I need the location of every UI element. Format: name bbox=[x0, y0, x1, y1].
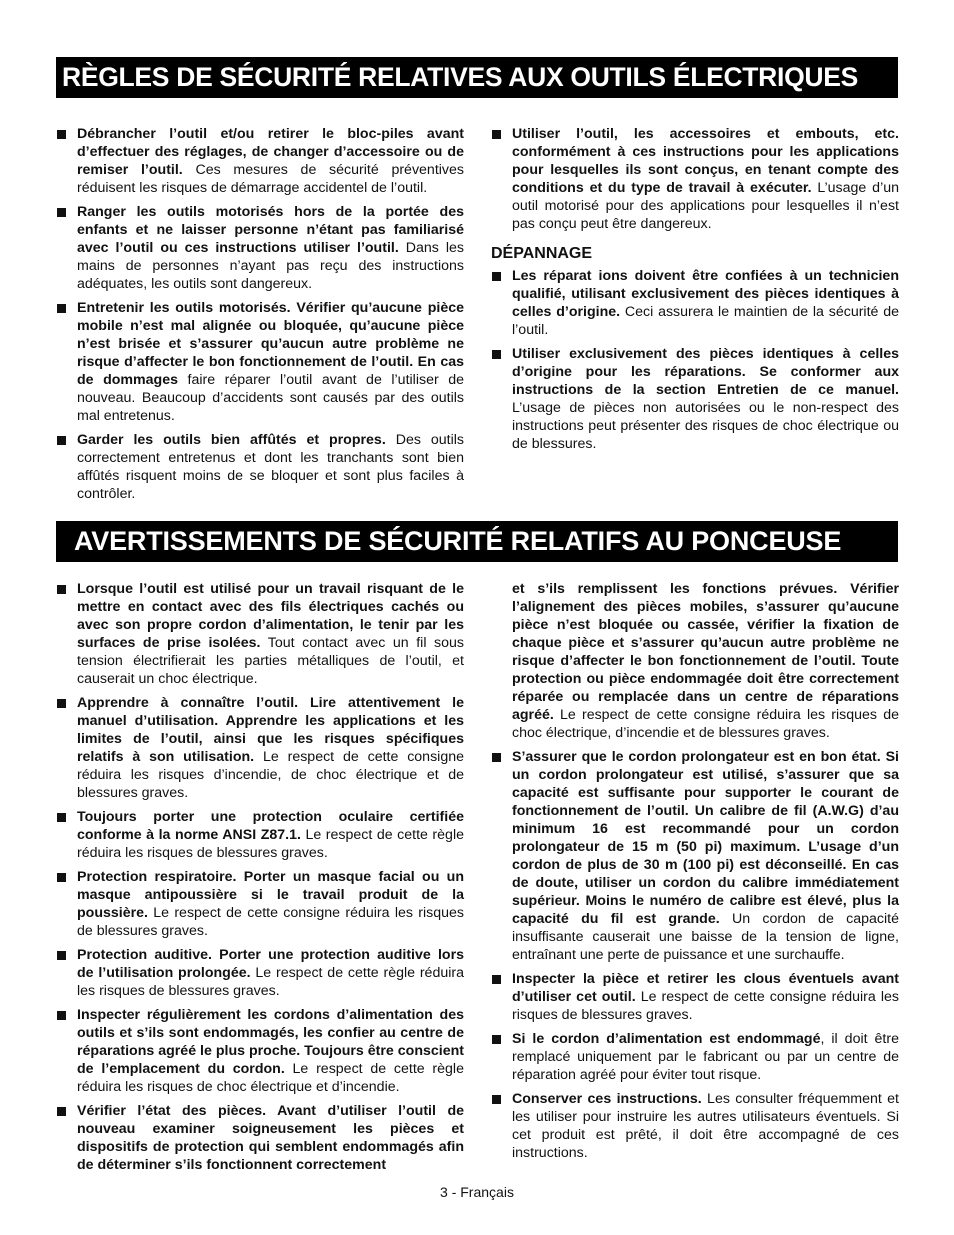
square-bullet-icon bbox=[492, 272, 501, 281]
item-bold: S’assurer que le cordon prolongateur est en bon état. Si un cordon prolongateur est utilisé, s’assurer que sa capacité est suffisante pour supporter le courant de fonctionnement de l’outil. Un calibre de fil (A.W.G) d’au minimum 16 est recommandé pour un cordon prolongateur de 15 m (50 pi) maximum. L’usage d’un cordon de plus de 30 m (100 pi) est déconseillé. En cas de doute, utiliser un cordon du calibre immédiatement supérieur. Moins le numéro de calibre est élevé, plus la capacité du fil est grande. bbox=[512, 749, 899, 927]
section1-left-column bbox=[56, 125, 464, 509]
item-bold: Lorsque l’outil est utilisé pour un travail risquant de le mettre en contact avec des fils électriques cachés ou avec son propre cordon d’alimentation, le tenir par les surfaces de prise isolées. bbox=[77, 581, 464, 651]
item-text: L’usage de pièces non autorisées ou le non-respect des instructions peut présenter des risques de choc électrique ou de blessures. bbox=[512, 400, 899, 452]
item-bold: Ranger les outils motorisés hors de la portée des enfants et ne laisser personne n’étant pas familiarisé avec l’outil ou ces instructions utiliser l’outil. bbox=[77, 204, 464, 256]
list-item bbox=[56, 431, 464, 503]
list-item bbox=[56, 299, 464, 425]
item-bold: Garder les outils bien affûtés et propres. bbox=[77, 432, 386, 448]
square-bullet-icon bbox=[492, 753, 501, 762]
list-item bbox=[56, 694, 464, 802]
list-item bbox=[491, 267, 899, 339]
item-bold: Toujours porter une protection oculaire certifiée conforme à la norme ANSI Z87.1. bbox=[77, 809, 464, 843]
item-bold: Inspecter régulièrement les cordons d’alimentation des outils et s’ils sont endommagés, les confier au centre de réparations agréé le plus proche. Toujours être conscient de l’emplacement du cordon. bbox=[77, 1007, 464, 1077]
item-bold: Conserver ces instructions. bbox=[512, 1091, 702, 1107]
square-bullet-icon bbox=[57, 873, 66, 882]
list-item bbox=[491, 748, 899, 964]
item-text: Le respect de cette consigne réduira les risques de choc électrique, d’incendie et de blessures graves. bbox=[512, 707, 899, 741]
list-item bbox=[56, 1102, 464, 1174]
list-item-continuation bbox=[491, 580, 899, 742]
item-text: Tout contact avec un fil sous tension électrifierait les parties métalliques de l’outil, et causerait un choc électrique. bbox=[77, 635, 464, 687]
square-bullet-icon bbox=[57, 208, 66, 217]
item-bold: Protection respiratoire. Porter un masque facial ou un masque antipoussière si le travail produit de la poussière. bbox=[77, 869, 464, 921]
item-text: Le respect de cette consigne réduira les risques de blessures graves. bbox=[512, 989, 899, 1023]
square-bullet-icon bbox=[57, 304, 66, 313]
list-item bbox=[56, 580, 464, 688]
list-item bbox=[491, 1030, 899, 1084]
item-text: Un cordon de capacité insuffisante causerait une baisse de la tension de ligne, entraînant une perte de puissance et une surchauffe. bbox=[512, 911, 899, 963]
square-bullet-icon bbox=[57, 1107, 66, 1116]
square-bullet-icon bbox=[492, 1095, 501, 1104]
item-text: Dans les mains de personnes n’ayant pas reçu des instructions adéquates, les outils sont dangereux. bbox=[77, 240, 465, 292]
list-item bbox=[56, 203, 464, 293]
list-item bbox=[56, 868, 464, 940]
list-item bbox=[56, 125, 464, 197]
item-bold: Utiliser exclusivement des pièces identiques à celles d’origine pour les réparations. Se conformer aux instructions de la section Entretien de ce manuel. bbox=[512, 346, 899, 398]
item-text: Les consulter fréquemment et les utiliser pour instruire les autres utilisateurs éventuels. Si cet produit est prêté, il doit être accompagné de ces instructions. bbox=[512, 1091, 899, 1161]
item-bold: Protection auditive. Porter une protection auditive lors de l’utilisation prolongée. bbox=[77, 947, 464, 981]
item-bold: Vérifier l’état des pièces. Avant d’utiliser l’outil de nouveau examiner soigneusement les pièces et dispositifs de protection qui semblent endommagés afin de déterminer s’ils fonctionnent correctement bbox=[77, 1103, 464, 1173]
section2-title: AVERTISSEMENTS DE SÉCURITÉ RELATIFS AU PONCEUSE bbox=[56, 521, 898, 562]
square-bullet-icon bbox=[492, 130, 501, 139]
square-bullet-icon bbox=[57, 813, 66, 822]
item-bold: Inspecter la pièce et retirer les clous éventuels avant d’utiliser cet outil. bbox=[512, 971, 899, 1005]
square-bullet-icon bbox=[57, 699, 66, 708]
square-bullet-icon bbox=[57, 1011, 66, 1020]
item-bold: Si le cordon d’alimentation est endommagé bbox=[512, 1031, 821, 1047]
item-text: , il doit être remplacé uniquement par le fabricant ou par un centre de réparation agréé pour éviter tout risque. bbox=[512, 1031, 899, 1083]
list-item bbox=[491, 1090, 899, 1162]
item-text: Des outils correctement entretenus et dont les tranchants sont bien affûtés risquent moins de se bloquer et sont plus faciles à contrôler. bbox=[77, 432, 464, 502]
item-bold: Utiliser l’outil, les accessoires et embouts, etc. conformément à ces instructions pour les applications pour lesquelles ils sont conçus, en tenant compte des conditions et du type de travail à exécuter. bbox=[512, 126, 899, 196]
square-bullet-icon bbox=[57, 585, 66, 594]
section2-left-column bbox=[56, 580, 464, 1180]
item-text: Le respect de cette règle réduira les risques de blessures graves. bbox=[77, 827, 464, 861]
item-text: Le respect de cette règle réduira les risques de choc électrique et d’incendie. bbox=[77, 1061, 464, 1095]
item-bold: Les réparat ions doivent être confiées à un technicien qualifié, utilisant exclusivement des pièces identiques à celles d’origine. bbox=[512, 268, 899, 320]
section1-title: RÈGLES DE SÉCURITÉ RELATIVES AUX OUTILS ÉLECTRIQUES bbox=[56, 57, 898, 98]
section2-right-column bbox=[491, 580, 899, 1168]
item-text: faire réparer l’outil avant de l’utiliser de nouveau. Beaucoup d’accidents sont causés par des outils mal entretenus. bbox=[77, 372, 464, 424]
square-bullet-icon bbox=[57, 436, 66, 445]
list-item bbox=[491, 970, 899, 1024]
list-item bbox=[491, 125, 899, 233]
item-bold: et s’ils remplissent les fonctions prévues. Vérifier l’alignement des pièces mobiles, s’assurer qu’aucune pièce n’est bloquée ou cassée, vérifier la fixation de chaque pièce et s’assurer qu’aucun autre problème ne risque d’affecter le bon fonctionnement de l’outil. Toute protection ou pièce endommagée doit être correctement réparée ou remplacée dans un centre de réparations agréé. bbox=[512, 581, 899, 723]
square-bullet-icon bbox=[492, 975, 501, 984]
item-bold: Entretenir les outils motorisés. Vérifier qu’aucune pièce mobile n’est mal alignée ou bloquée, qu’aucune pièce n’est brisée et s’assurer qu’aucun autre problème ne risque d’affecter le bon fonctionnement de l’outil. En cas de dommages bbox=[77, 300, 464, 388]
item-text: Le respect de cette règle réduira les risques de blessures graves. bbox=[77, 965, 464, 999]
list-item bbox=[56, 946, 464, 1000]
item-text: Ceci assurera le maintien de la sécurité de l’outil. bbox=[512, 304, 899, 338]
list-item bbox=[56, 1006, 464, 1096]
square-bullet-icon bbox=[492, 350, 501, 359]
list-item bbox=[491, 345, 899, 453]
item-bold: Apprendre à connaître l’outil. Lire attentivement le manuel d’utilisation. Apprendre les applications et les limites de l’outil, ainsi que les risques spécifiques relatifs à son utilisation. bbox=[77, 695, 464, 765]
item-text: Le respect de cette consigne réduira les risques d’incendie, de choc électrique et de blessures graves. bbox=[77, 749, 464, 801]
square-bullet-icon bbox=[57, 130, 66, 139]
item-text: Le respect de cette consigne réduira les risques de blessures graves. bbox=[77, 905, 464, 939]
square-bullet-icon bbox=[492, 1035, 501, 1044]
item-text: Ces mesures de sécurité préventives réduisent les risques de démarrage accidentel de l’outil. bbox=[77, 162, 464, 196]
item-bold: Débrancher l’outil et/ou retirer le bloc-piles avant d’effectuer des réglages, de changer d’accessoire ou de remiser l’outil. bbox=[77, 126, 464, 178]
square-bullet-icon bbox=[57, 951, 66, 960]
depannage-heading: DÉPANNAGE bbox=[491, 245, 593, 262]
item-text: L’usage d’un outil motorisé pour des applications pour lesquelles il n’est pas conçu peut être dangereux. bbox=[512, 180, 899, 232]
page-footer: 3 - Français bbox=[440, 1184, 514, 1200]
section1-right-column bbox=[491, 125, 899, 459]
list-item bbox=[56, 808, 464, 862]
